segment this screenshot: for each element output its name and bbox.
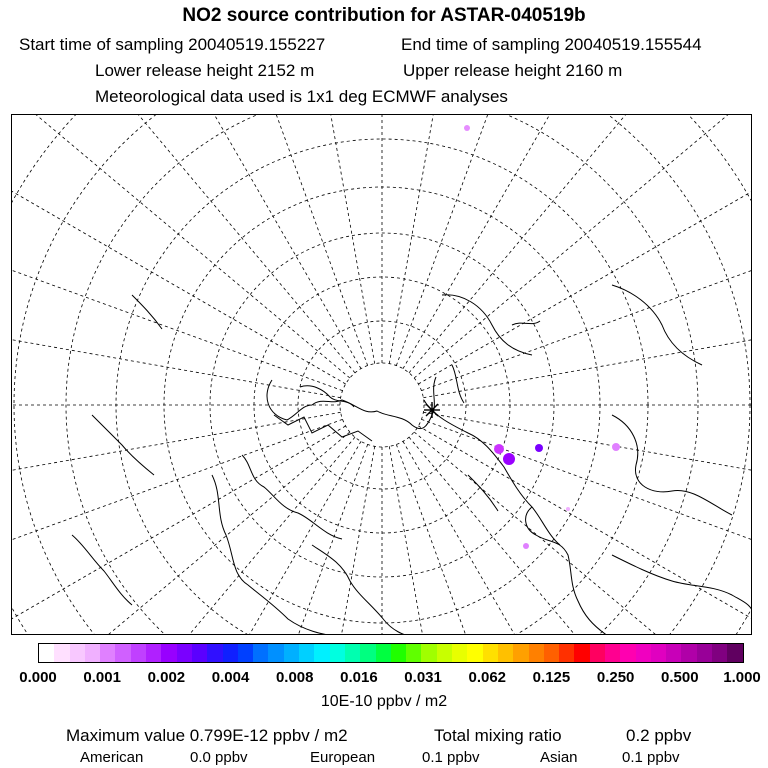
- end-time-label: End time of sampling 20040519.155544: [401, 35, 702, 54]
- asian-label: Asian: [540, 749, 578, 766]
- meridian-line: [12, 166, 343, 391]
- color-scale-cell: [391, 644, 406, 662]
- color-scale-cell: [544, 644, 559, 662]
- cross-marker: [424, 402, 440, 418]
- american-label: American: [80, 749, 144, 766]
- color-scale-cell: [452, 644, 467, 662]
- hotspots: [464, 125, 620, 549]
- color-scale-cell: [406, 644, 421, 662]
- color-scale-cell: [85, 644, 100, 662]
- color-scale-cell: [314, 644, 329, 662]
- color-scale-cell: [712, 644, 727, 662]
- coastlines: [72, 285, 752, 635]
- hotspot: [464, 125, 470, 131]
- asian-value: 0.1 ppbv: [622, 749, 680, 766]
- scale-tick-label: 0.002: [147, 669, 186, 686]
- color-scale-cell: [284, 644, 299, 662]
- color-scale-cell: [192, 644, 207, 662]
- color-scale-cell: [100, 644, 115, 662]
- european-value: 0.1 ppbv: [422, 749, 480, 766]
- color-scale-cell: [146, 644, 161, 662]
- color-scale-cell: [620, 644, 635, 662]
- meridian-line: [12, 115, 346, 384]
- meridian-line: [396, 444, 621, 635]
- scale-tick-label: 0.016: [340, 669, 378, 686]
- color-scale-cell: [330, 644, 345, 662]
- color-scale-cell: [681, 644, 696, 662]
- color-scale-cell: [651, 644, 666, 662]
- color-scale-cell: [483, 644, 498, 662]
- max-value-label: Maximum value 0.799E-12 ppbv / m2: [66, 726, 348, 745]
- color-scale-bar: [38, 643, 744, 663]
- color-scale-cell: [253, 644, 268, 662]
- color-scale-cell: [54, 644, 69, 662]
- color-scale-cell: [360, 644, 375, 662]
- start-time-label: Start time of sampling 20040519.155227: [19, 35, 326, 54]
- color-scale-cell: [590, 644, 605, 662]
- meridian-line: [418, 426, 752, 635]
- color-scale-cell: [299, 644, 314, 662]
- meridian-line: [414, 432, 752, 635]
- map-title: NO2 source contribution for ASTAR-040519b: [182, 5, 586, 26]
- color-scale-cell: [115, 644, 130, 662]
- color-scale-cell: [131, 644, 146, 662]
- meridian-line: [414, 115, 752, 378]
- meridian-line: [12, 115, 350, 378]
- color-scale-cell: [529, 644, 544, 662]
- color-scale-cell: [636, 644, 651, 662]
- color-scale-cell: [223, 644, 238, 662]
- color-scale-cell: [666, 644, 681, 662]
- meridian-line: [143, 444, 368, 635]
- scale-tick-label: 0.062: [468, 669, 507, 686]
- meridian-line: [260, 446, 374, 635]
- hotspot: [612, 443, 620, 451]
- meridian-line: [143, 115, 368, 366]
- scale-tick-label: 0.250: [596, 669, 635, 686]
- map-panel: [11, 114, 752, 635]
- meridian-line: [421, 166, 752, 391]
- color-scale-cell: [238, 644, 253, 662]
- color-scale-cell: [727, 644, 742, 662]
- color-scale-cell: [207, 644, 222, 662]
- total-mixing-value: 0.2 ppbv: [626, 726, 692, 745]
- color-scale-cell: [513, 644, 528, 662]
- meridian-line: [423, 412, 752, 526]
- hotspot: [566, 507, 570, 511]
- hotspot: [523, 543, 529, 549]
- color-scale-cell: [70, 644, 85, 662]
- scale-tick-label: 0.001: [83, 669, 121, 686]
- latitude-circle: [116, 139, 648, 635]
- color-scale-cell: [345, 644, 360, 662]
- meridian-line: [423, 283, 752, 397]
- meridian-line: [12, 419, 343, 635]
- meridian-line: [403, 441, 732, 635]
- latitude-circle: [254, 277, 510, 533]
- scale-tick-label: 0.125: [532, 669, 571, 686]
- meridian-line: [12, 412, 341, 526]
- color-scale-cell: [161, 644, 176, 662]
- unit-label: 10E-10 ppbv / m2: [320, 693, 448, 710]
- american-value: 0.0 ppbv: [190, 749, 248, 766]
- scale-tick-label: 0.000: [19, 669, 57, 686]
- meridian-line: [409, 115, 752, 373]
- color-scale-cell: [697, 644, 712, 662]
- scale-tick-label: 0.031: [404, 669, 442, 686]
- hotspot: [503, 453, 515, 465]
- scale-tick-label: 0.004: [211, 669, 250, 686]
- color-scale-cell: [467, 644, 482, 662]
- lat-lon-grid: [12, 115, 752, 635]
- color-scale-cell: [605, 644, 620, 662]
- latitude-circle: [298, 321, 466, 489]
- scale-tick-label: 0.500: [661, 669, 699, 686]
- scale-tick-label: 1.000: [723, 669, 761, 686]
- total-mixing-label: Total mixing ratio: [434, 726, 562, 745]
- color-scale-cell: [177, 644, 192, 662]
- meridian-line: [389, 446, 503, 635]
- hotspot: [535, 444, 543, 452]
- meridian-line: [260, 115, 374, 364]
- meridian-line: [32, 441, 361, 635]
- european-label: European: [310, 749, 376, 766]
- hotspot: [494, 444, 504, 454]
- meridian-line: [12, 283, 341, 397]
- meridian-line: [12, 426, 346, 635]
- color-scale-cell: [376, 644, 391, 662]
- color-scale-cell: [498, 644, 513, 662]
- lower-release-label: Lower release height 2152 m: [95, 61, 315, 80]
- meridian-line: [389, 115, 503, 364]
- upper-release-label: Upper release height 2160 m: [403, 61, 623, 80]
- scale-tick-label: 0.008: [275, 669, 314, 686]
- color-scale-cell: [559, 644, 574, 662]
- meridian-line: [12, 437, 355, 635]
- color-scale-cell: [574, 644, 589, 662]
- meridian-line: [418, 115, 752, 384]
- polar-map: [12, 115, 752, 635]
- color-scale-cell: [437, 644, 452, 662]
- color-scale-cell: [39, 644, 54, 662]
- met-data-label: Meteorological data used is 1x1 deg ECMWF analyses: [95, 87, 508, 106]
- meridian-line: [12, 432, 350, 635]
- color-scale-cell: [268, 644, 283, 662]
- color-scale-cell: [421, 644, 436, 662]
- meridian-line: [421, 419, 752, 635]
- meridian-line: [12, 115, 355, 373]
